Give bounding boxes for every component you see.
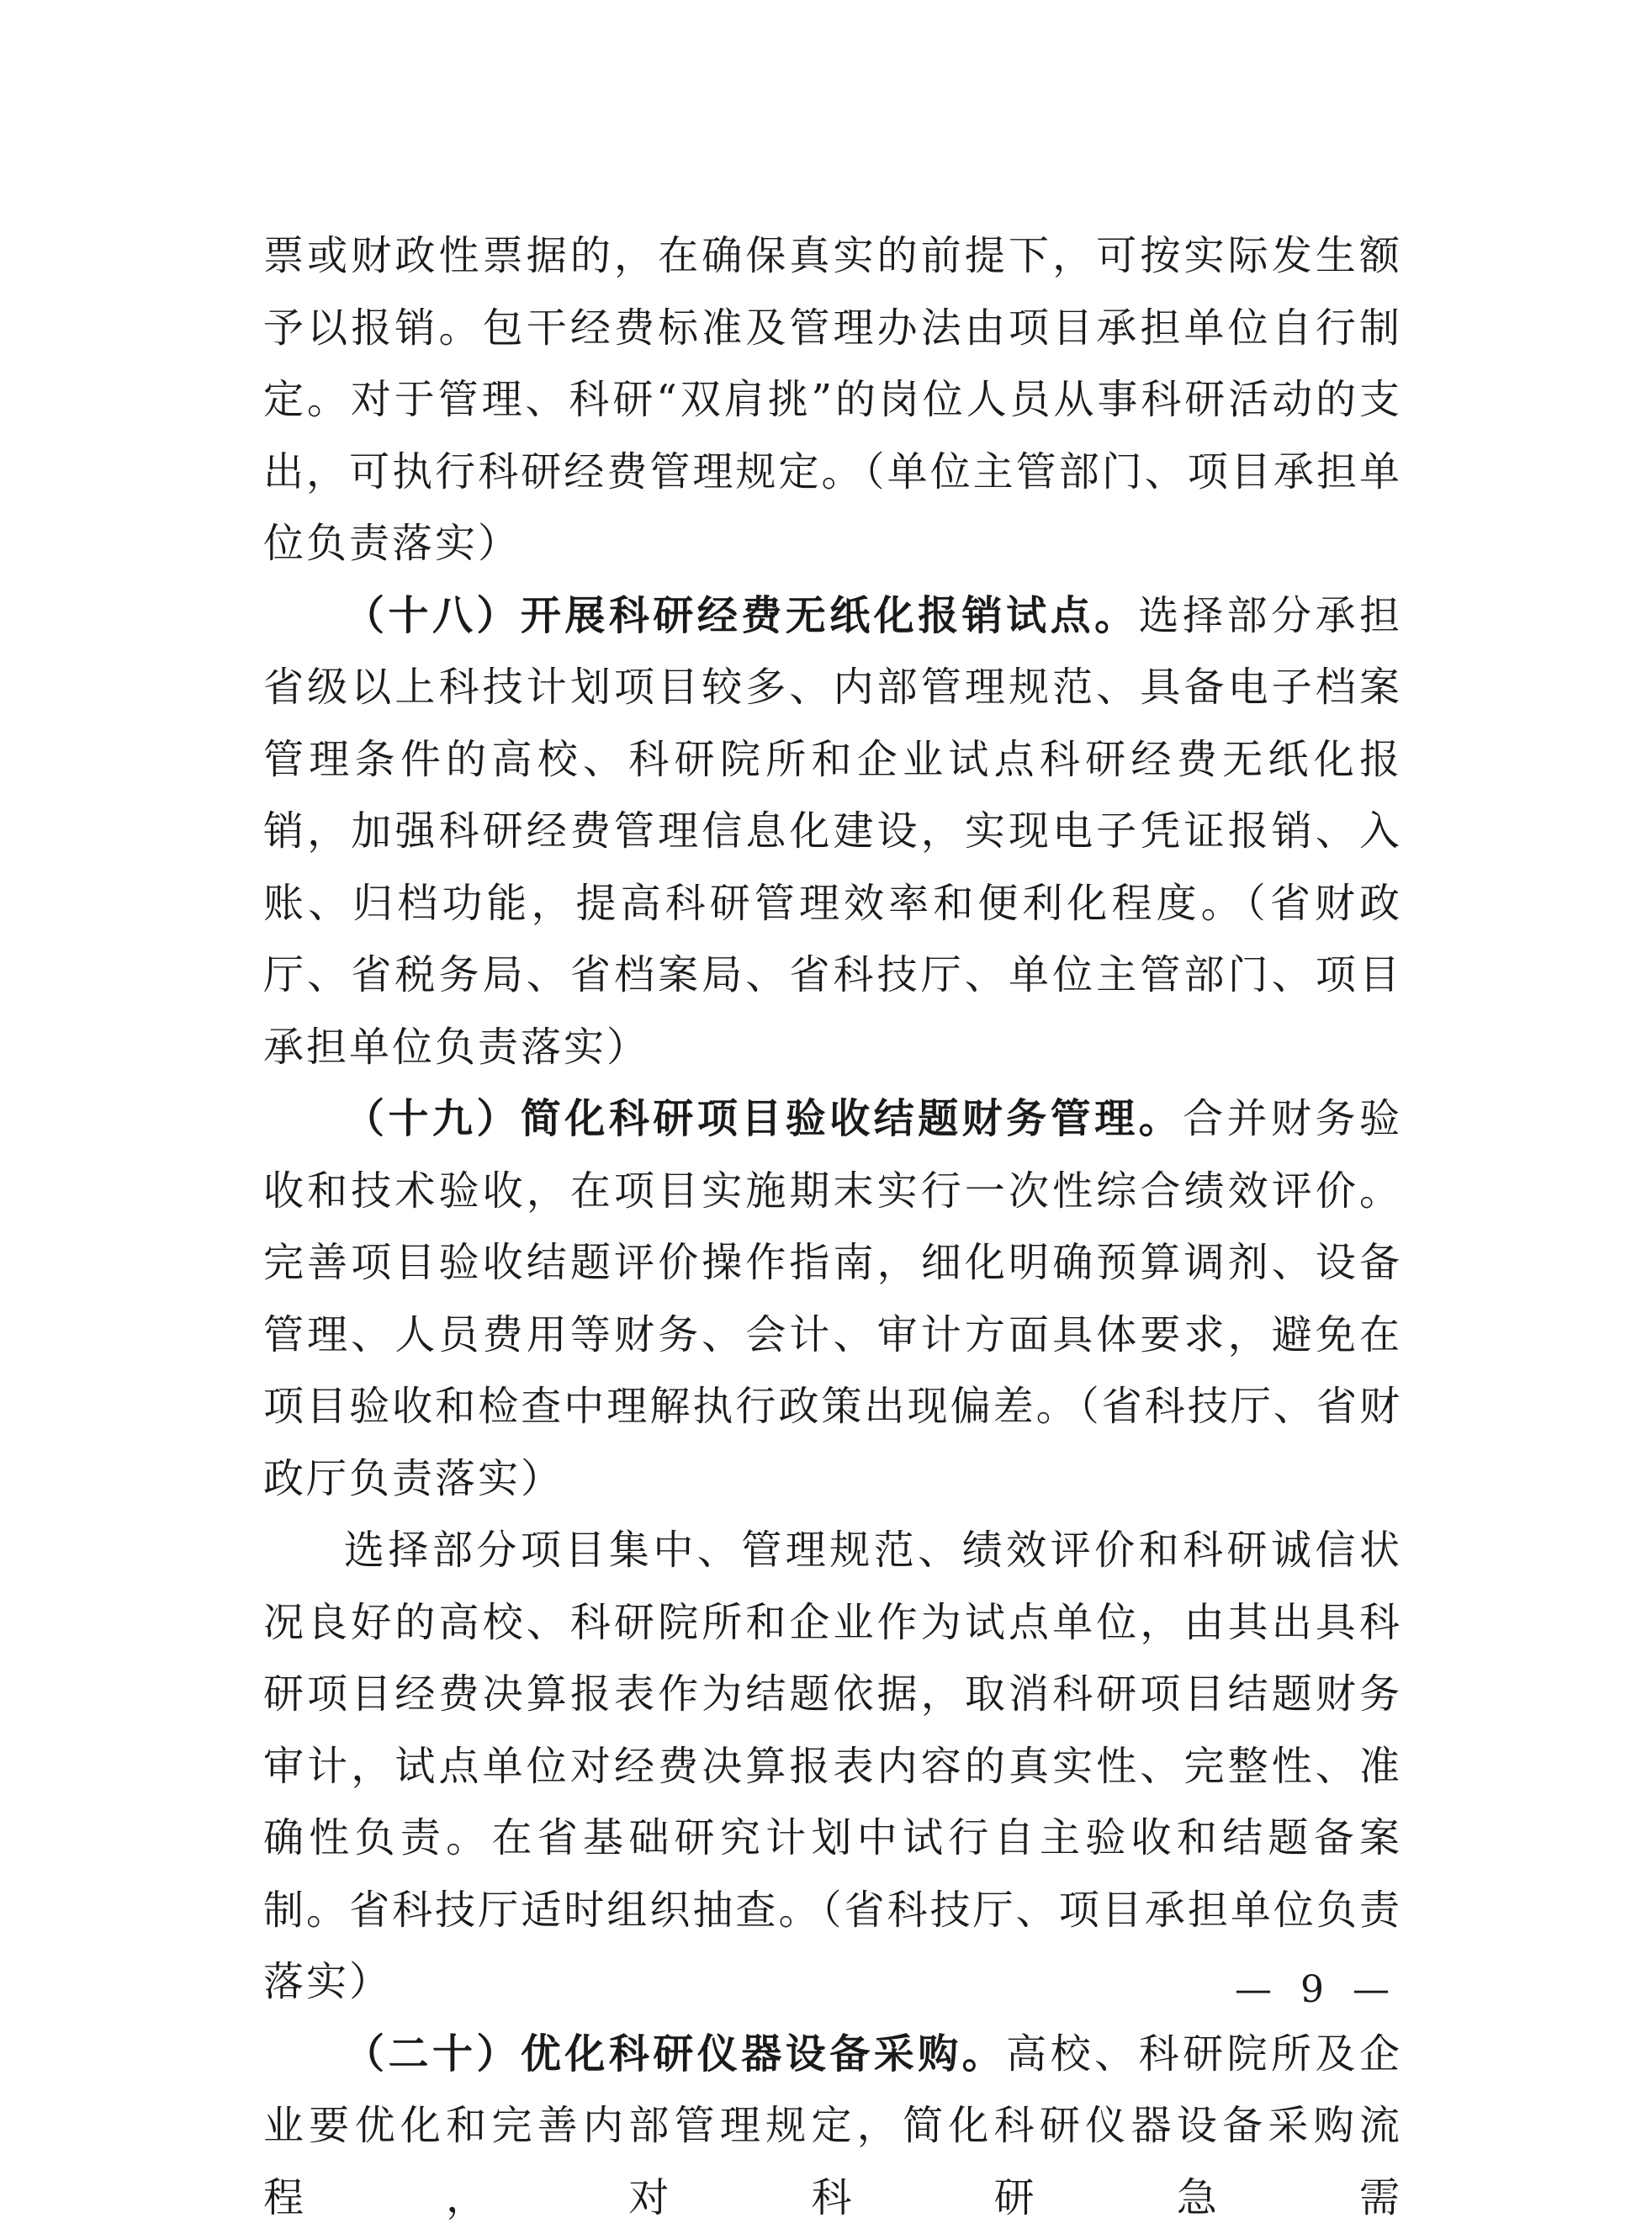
document-page <box>263 220 1402 2234</box>
page-number: — 9 — <box>1235 1968 1398 2011</box>
paragraph-text: 选择部分项目集中、管理规范、绩效评价和科研诚信状况良好的高校、科研院所和企业作为试点单位，由其出具科研项目经费决算报表作为结题依据，取消科研项目结题财务审计，试点单位对经费决算报表内容的真实性、完整性、准确性负责。在省基础研究计划中试行自主验收和结题备案制。省科技厅适时组织抽查。（省科技厅、项目承担单位负责落实） <box>263 1527 1402 2005</box>
paragraph-item-18 <box>263 580 1402 1084</box>
paragraph-text: 合并财务验收和技术验收，在项目实施期末实行一次性综合绩效评价。完善项目验收结题评价操作指南，细化明确预算调剂、设备管理、人员费用等财务、会计、审计方面具体要求，避免在项目验收和检查中理解执行政策出现偏差。（省科技厅、省财政厅负责落实） <box>263 1095 1402 1502</box>
paragraph-item-20 <box>263 2019 1402 2234</box>
paragraph-text: 高校、科研院所及企业要优化和完善内部管理规定，简化科研仪器设备采购流程，对科研急需 <box>263 2030 1402 2221</box>
paragraph-item-19-pilot <box>263 1515 1402 2019</box>
paragraph-item-19 <box>263 1083 1402 1515</box>
paragraph-text: 票或财政性票据的，在确保真实的前提下，可按实际发生额予以报销。包干经费标准及管理办法由项目承担单位自行制定。对于管理、科研“双肩挑”的岗位人员从事科研活动的支出，可执行科研经费管理规定。（单位主管部门、项目承担单位负责落实） <box>263 232 1402 567</box>
paragraph-heading: （二十）优化科研仪器设备采购。 <box>344 2030 1006 2078</box>
paragraph-heading: （十九）简化科研项目验收结题财务管理。 <box>344 1095 1183 1142</box>
paragraph-text: 选择部分承担省级以上科技计划项目较多、内部管理规范、具备电子档案管理条件的高校、科研院所和企业试点科研经费无纸化报销，加强科研经费管理信息化建设，实现电子凭证报销、入账、归档功能，提高科研管理效率和便利化程度。（省财政厅、省税务局、省档案局、省科技厅、单位主管部门、项目承担单位负责落实） <box>263 592 1402 1071</box>
paragraph-heading: （十八）开展科研经费无纸化报销试点。 <box>344 592 1139 639</box>
paragraph-continuation <box>263 220 1402 580</box>
